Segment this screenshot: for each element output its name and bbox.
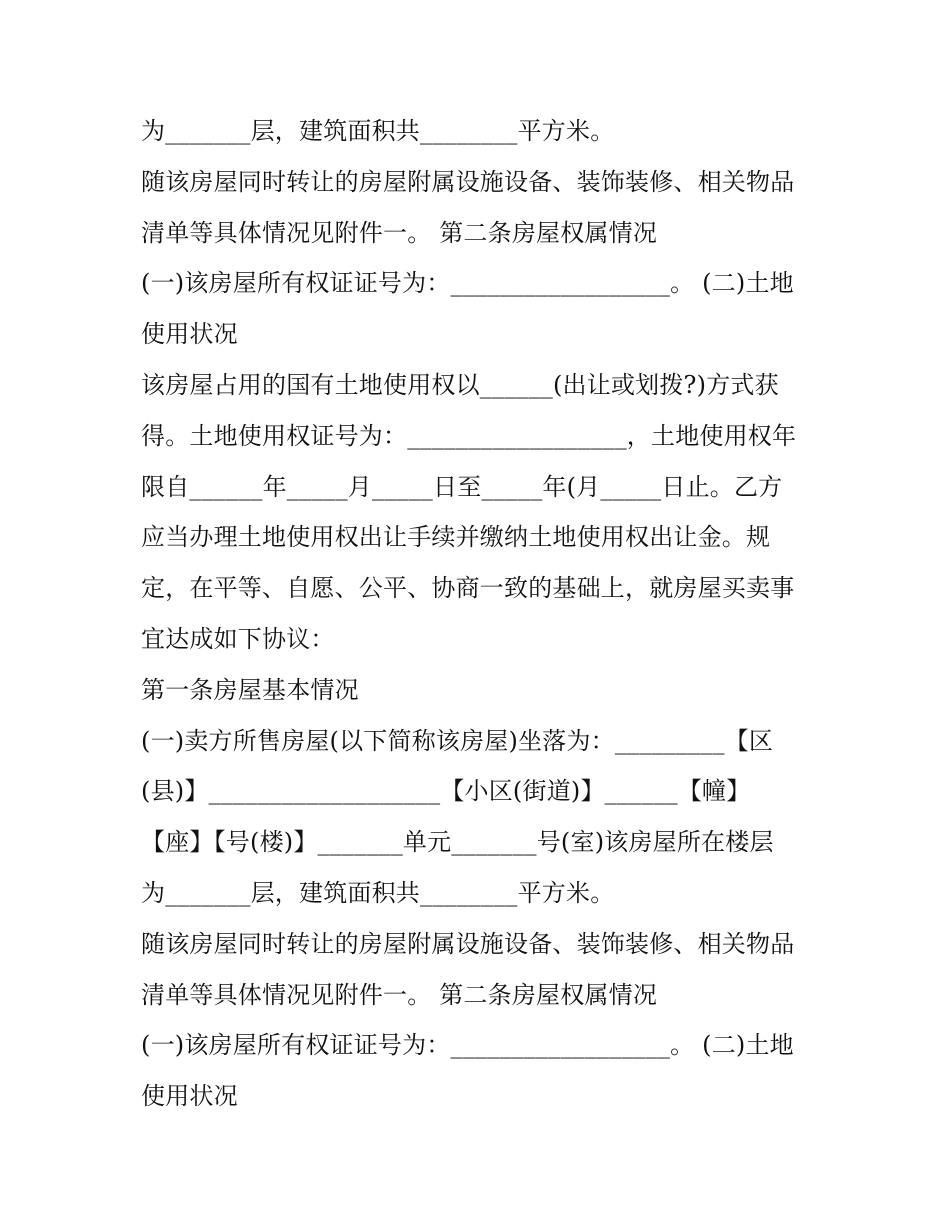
text-line: 定，在平等、自愿、公平、协商一致的基础上，就房屋买卖事 [141,574,795,603]
text-line: 限自______年_____月_____日至_____年(月_____日止。乙方 [141,472,783,501]
text-line: 宜达成如下协议： [141,624,335,653]
text-line: (一)该房屋所有权证证号为：__________________。 (二)土地 [141,269,794,298]
text-line: 该房屋占用的国有土地使用权以______(出让或划拨?)方式获 [141,370,779,399]
document-body [141,106,821,1122]
text-line: 随该房屋同时转让的房屋附属设施设备、装饰装修、相关物品 [141,929,795,958]
text-line: 为_______层，建筑面积共________平方米。 [141,117,615,145]
text-line: 清单等具体情况见附件一。 第二条房屋权属情况 [141,218,658,247]
text-line: 使用状况 [141,320,238,349]
section-heading: 第一条房屋基本情况 [141,675,359,704]
text-line: (一)该房屋所有权证证号为：__________________。 (二)土地 [141,1031,794,1060]
text-line: 应当办理土地使用权出让手续并缴纳土地使用权出让金。规 [141,523,771,552]
text-line: (一)卖方所售房屋(以下简称该房屋)坐落为：_________【区 [141,726,774,755]
text-line: 为_______层，建筑面积共________平方米。 [141,878,615,907]
text-line: (县)】___________________【小区(街道)】______【幢】 [141,777,751,806]
text-line: 【座】【号(楼)】_______单元_______号(室)该房屋所在楼层 [141,828,774,857]
text-line: 随该房屋同时转让的房屋附属设施设备、装饰装修、相关物品 [141,167,795,196]
text-line: 清单等具体情况见附件一。 第二条房屋权属情况 [141,980,658,1009]
text-line: 得。土地使用权证号为：__________________，土地使用权年 [141,421,797,450]
text-line: 使用状况 [141,1082,238,1111]
